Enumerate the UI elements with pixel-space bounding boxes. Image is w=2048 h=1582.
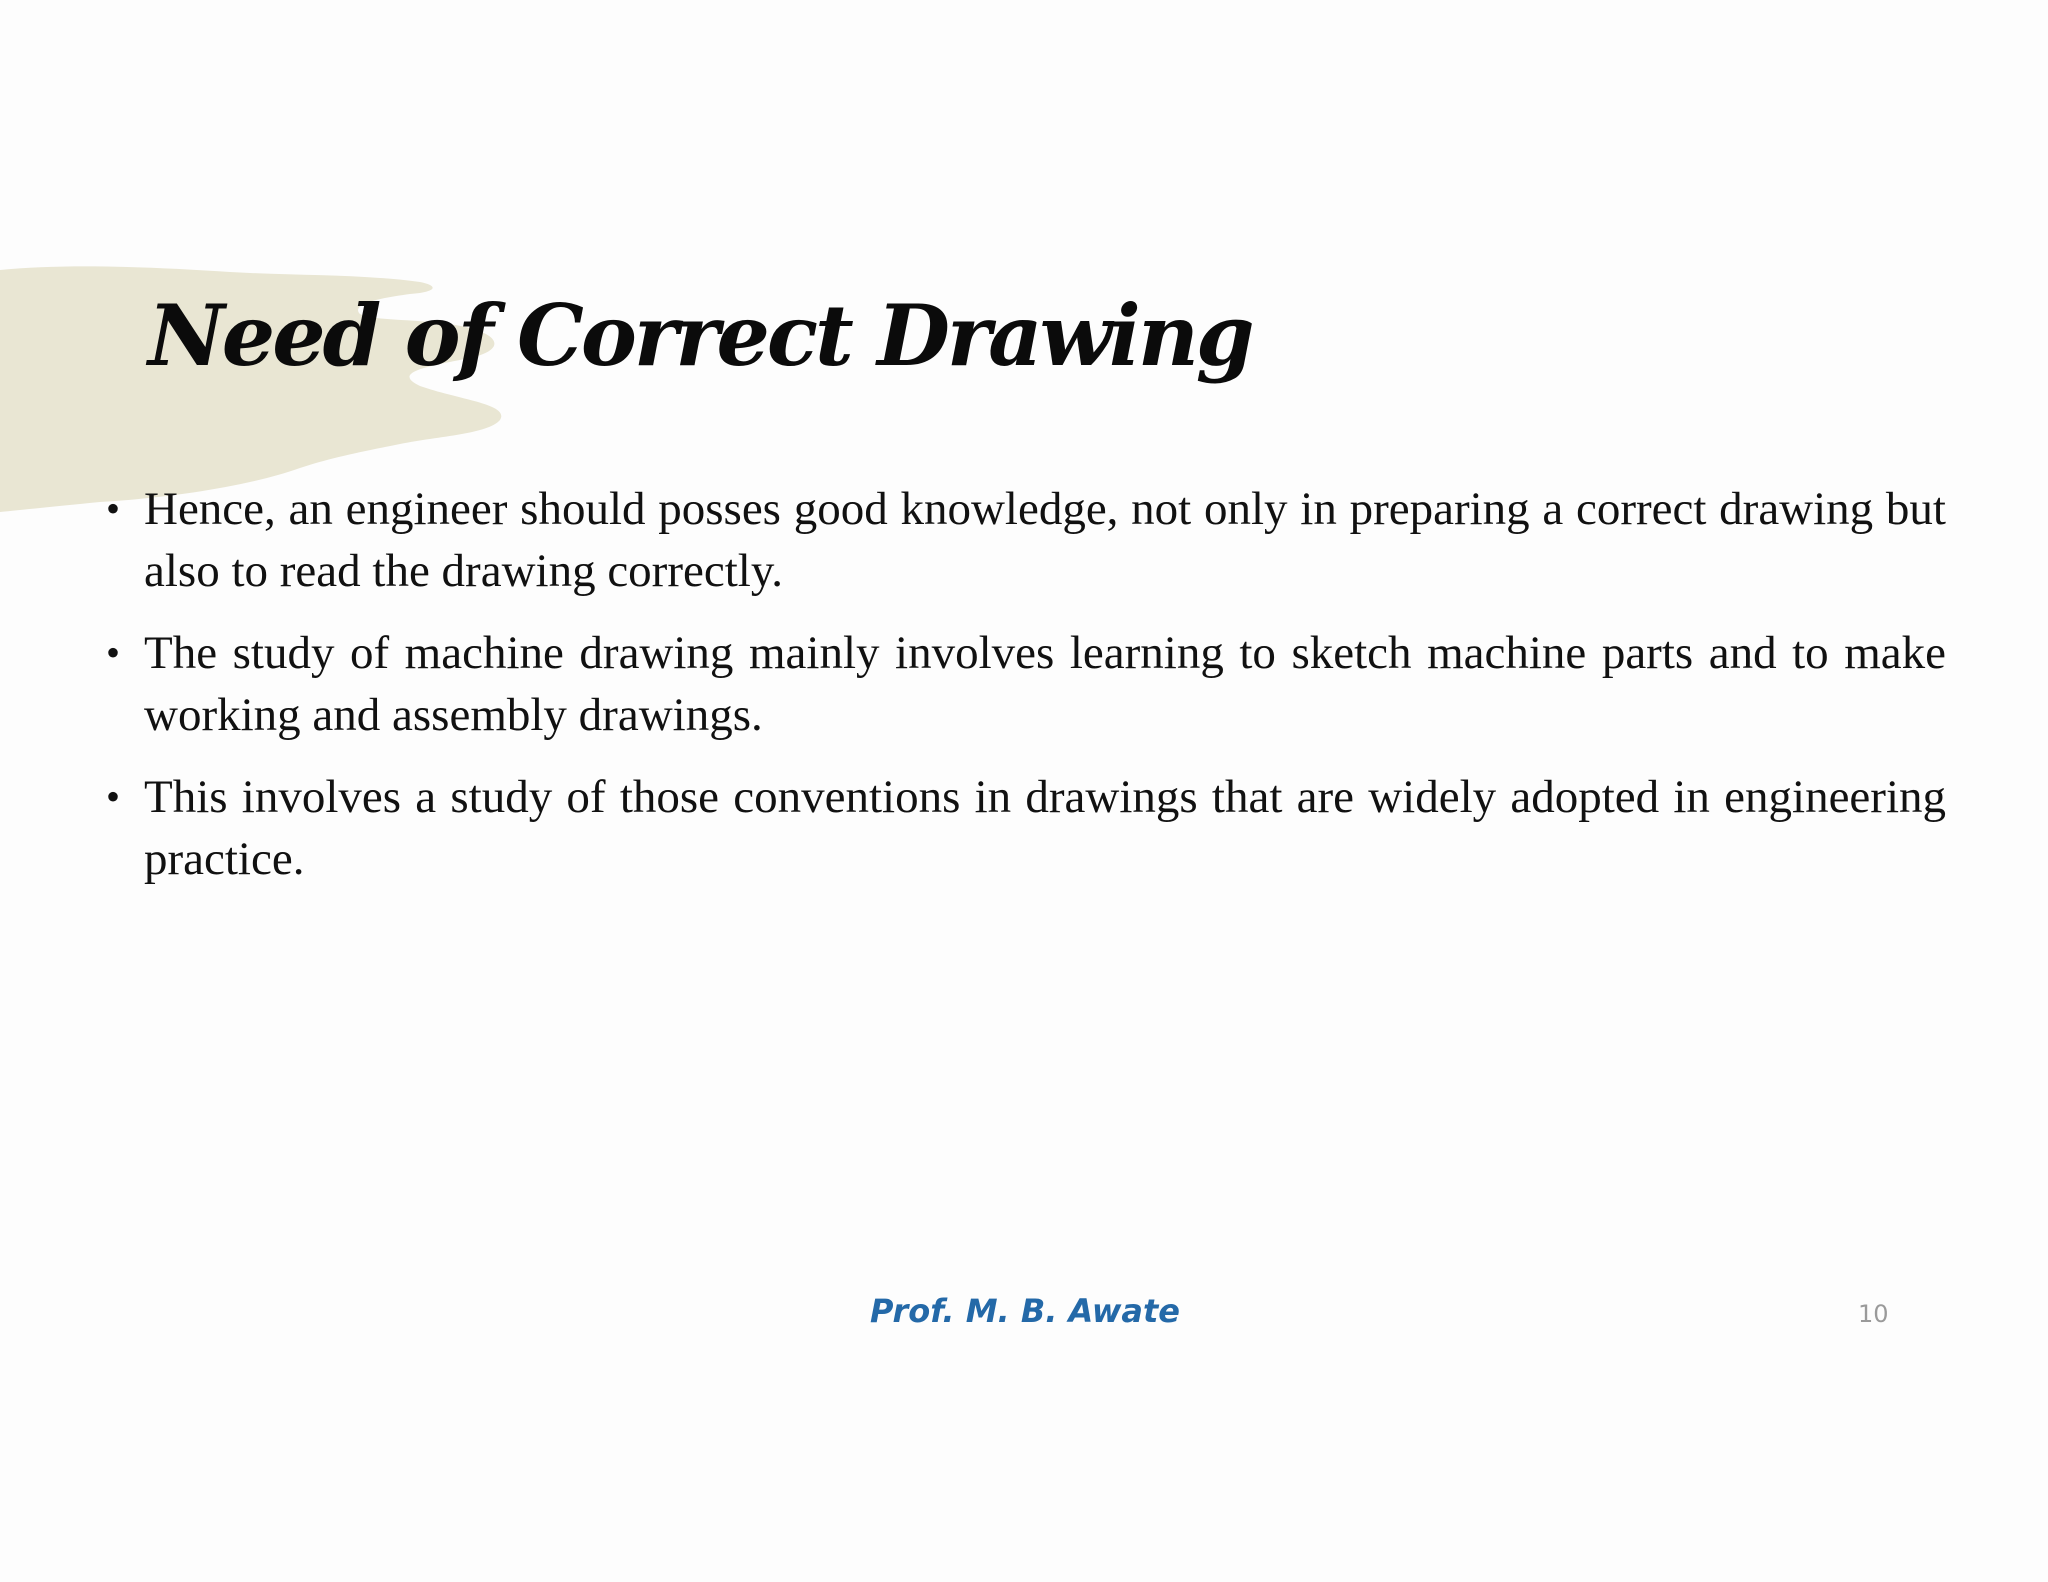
bullet-item [106,478,1946,602]
page-number: 10 [1858,1300,1889,1328]
bullet-text: The study of machine drawing mainly involves learning to sketch machine parts and to make working and assembly drawings. [144,627,1946,741]
slide-title: Need of Correct Drawing [148,286,1252,385]
footer-author: Prof. M. B. Awate [869,1292,1180,1330]
bullet-item [106,622,1946,746]
bullet-text: This involves a study of those conventions in drawings that are widely adopted in engineering practice. [144,771,1946,885]
bullet-list [106,478,1946,910]
bullet-icon: • [106,486,121,531]
bullet-icon: • [106,774,121,819]
bullet-item [106,766,1946,890]
bullet-icon: • [106,630,121,675]
bullet-text: Hence, an engineer should posses good knowledge, not only in preparing a correct drawing but also to read the drawing correctly. [144,483,1946,597]
